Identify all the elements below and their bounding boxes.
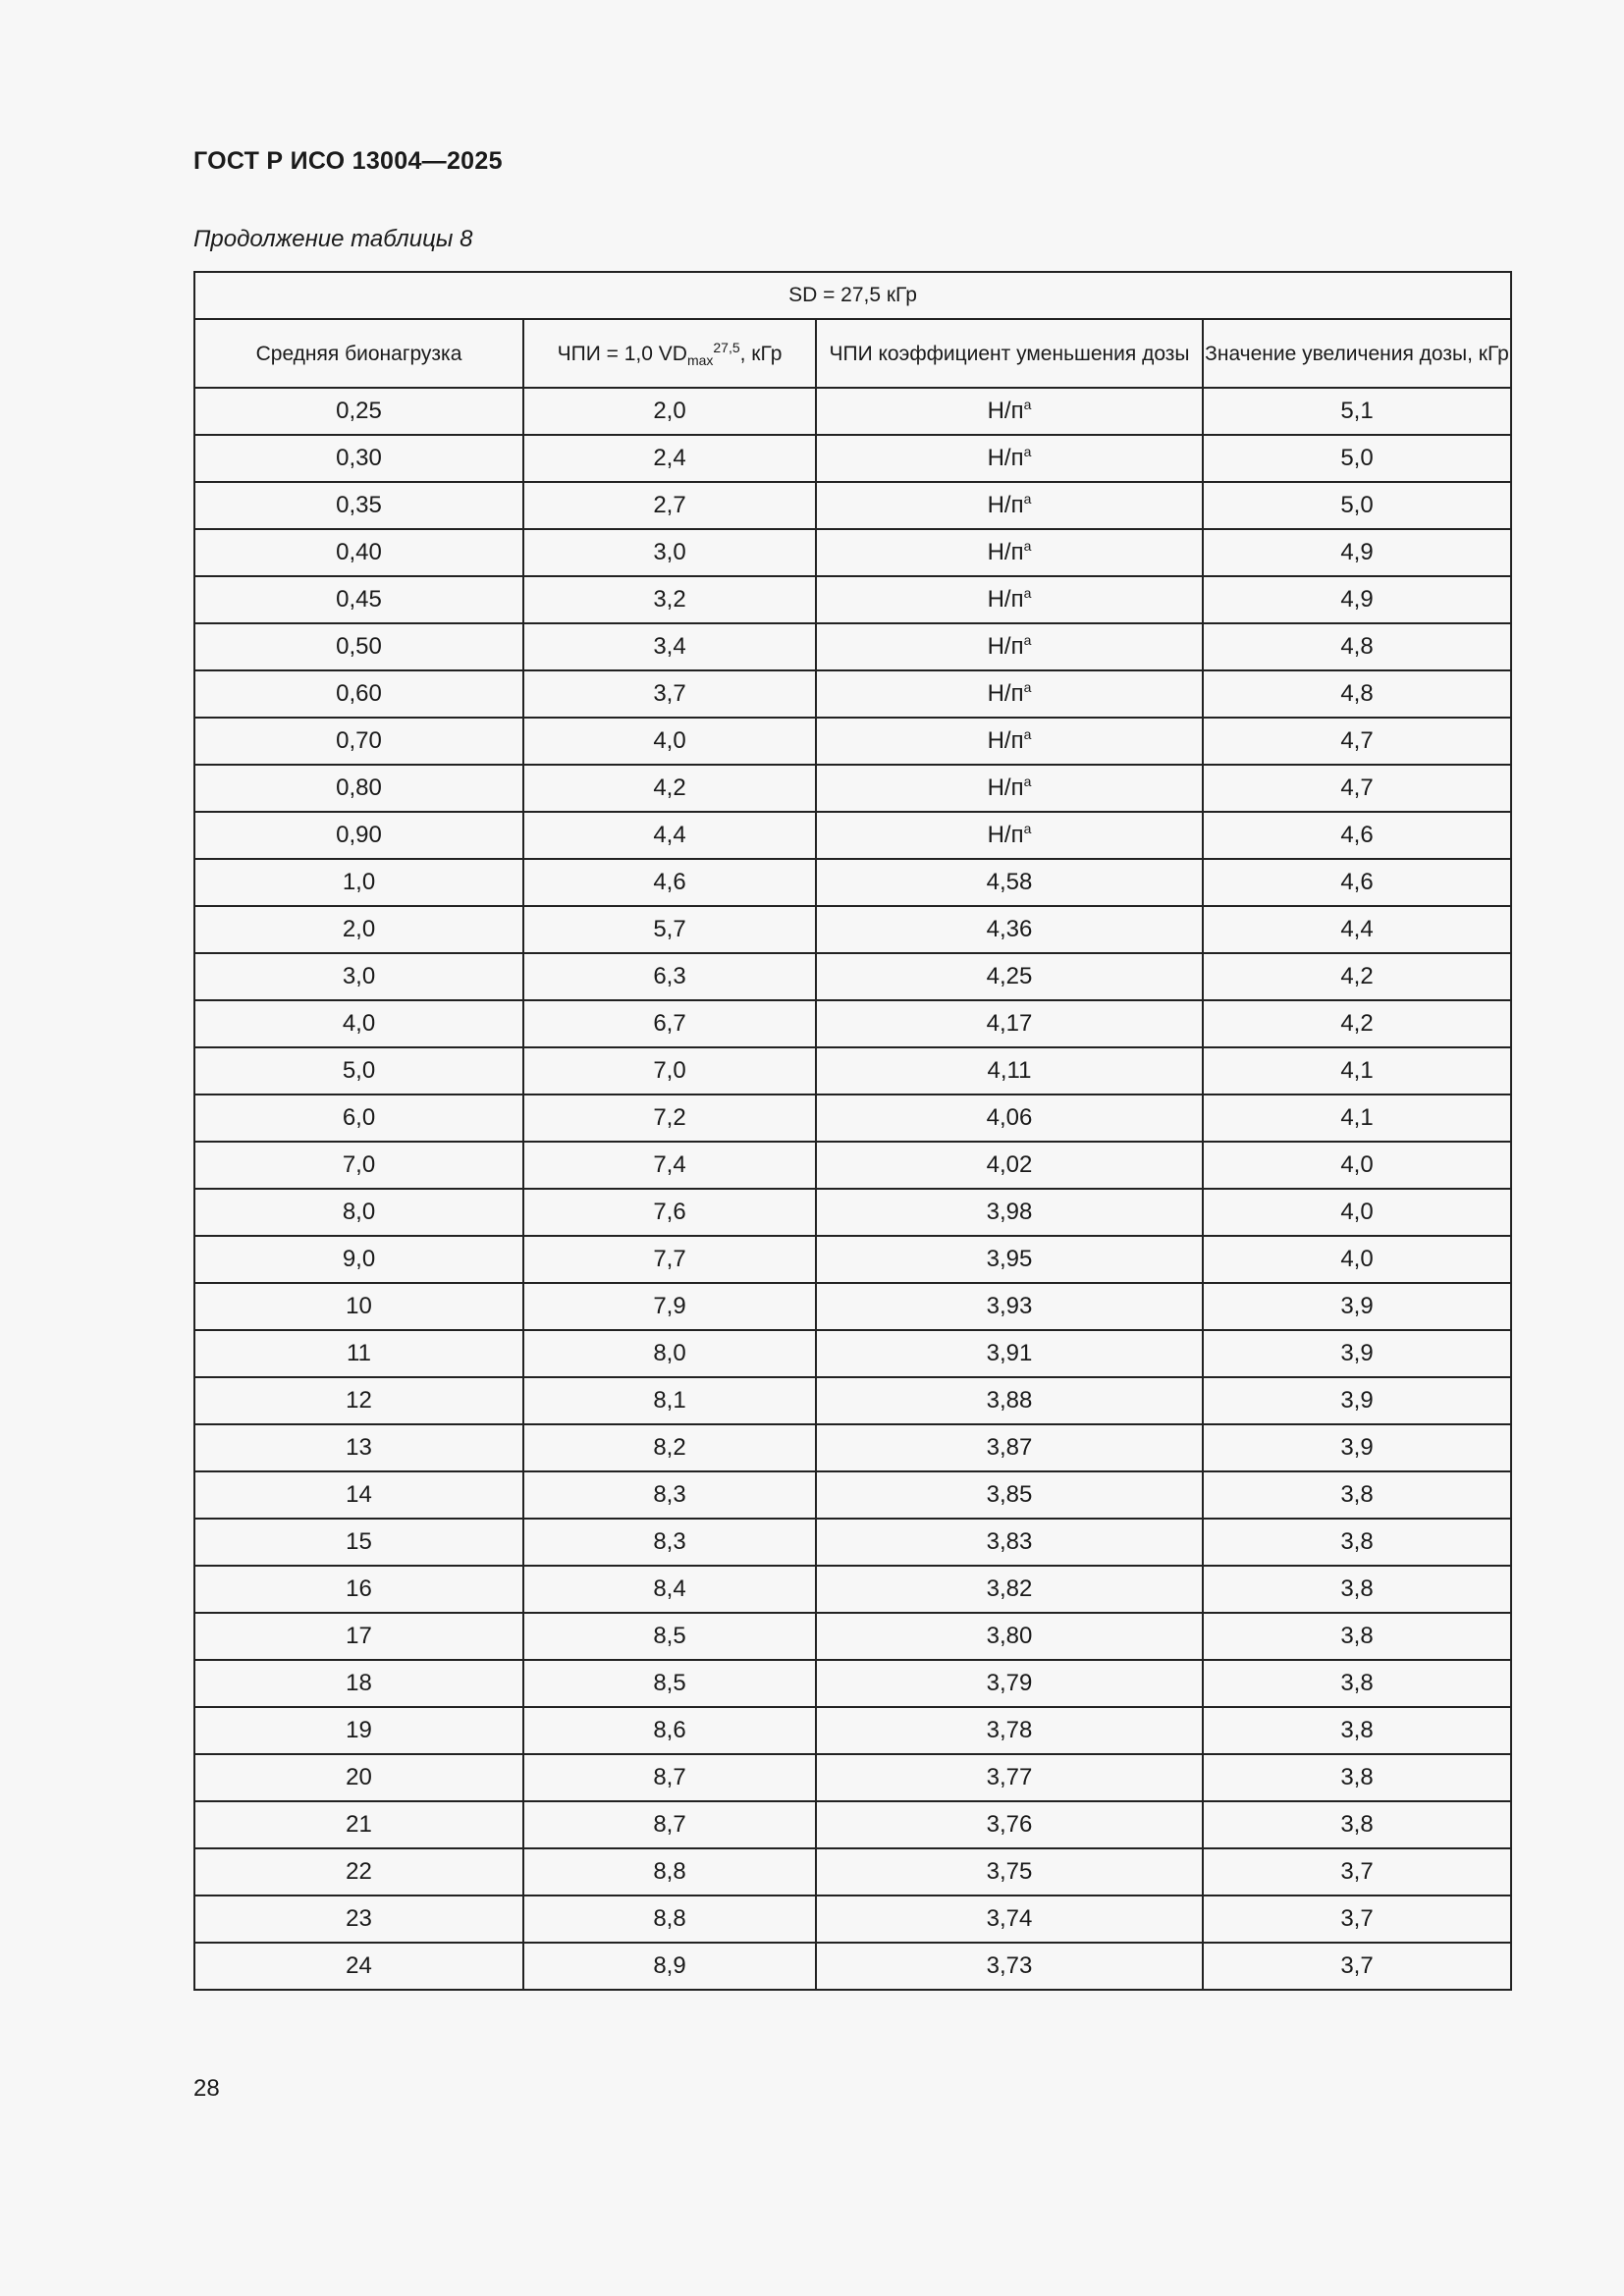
- cell-sip-value: 8,5: [523, 1613, 816, 1660]
- cell-reduction-factor: 3,77: [816, 1754, 1203, 1801]
- cell-reduction-factor: 3,79: [816, 1660, 1203, 1707]
- cell-bioburden: 0,90: [194, 812, 523, 859]
- cell-bioburden: 0,80: [194, 765, 523, 812]
- cell-dose-increment: 4,8: [1203, 623, 1511, 670]
- not-applicable-text: Н/п: [987, 445, 1024, 471]
- cell-reduction-factor: 3,78: [816, 1707, 1203, 1754]
- cell-dose-increment: 4,9: [1203, 576, 1511, 623]
- cell-reduction-factor: [816, 435, 1203, 482]
- cell-bioburden: 21: [194, 1801, 523, 1848]
- cell-dose-increment: 3,9: [1203, 1330, 1511, 1377]
- cell-bioburden: 13: [194, 1424, 523, 1471]
- cell-dose-increment: 4,1: [1203, 1047, 1511, 1095]
- cell-reduction-factor: [816, 576, 1203, 623]
- cell-sip-value: 7,6: [523, 1189, 816, 1236]
- cell-sip-value: 3,0: [523, 529, 816, 576]
- cell-sip-value: 7,7: [523, 1236, 816, 1283]
- cell-dose-increment: 4,4: [1203, 906, 1511, 953]
- table-body: [194, 388, 1511, 1990]
- cell-bioburden: 7,0: [194, 1142, 523, 1189]
- table-row: [194, 623, 1511, 670]
- footnote-mark: a: [1023, 538, 1032, 554]
- cell-dose-increment: 5,0: [1203, 482, 1511, 529]
- cell-sip-value: 7,0: [523, 1047, 816, 1095]
- cell-reduction-factor: [816, 765, 1203, 812]
- footnote-mark: a: [1023, 726, 1032, 742]
- cell-dose-increment: 3,7: [1203, 1943, 1511, 1990]
- not-applicable-text: Н/п: [987, 398, 1024, 424]
- footnote-mark: a: [1023, 632, 1032, 648]
- cell-sip-value: 8,2: [523, 1424, 816, 1471]
- cell-dose-increment: 3,7: [1203, 1848, 1511, 1896]
- column-header-sip: [523, 319, 816, 388]
- cell-bioburden: 4,0: [194, 1000, 523, 1047]
- cell-reduction-factor: [816, 529, 1203, 576]
- cell-reduction-factor: 3,83: [816, 1519, 1203, 1566]
- column-header-bioburden: Средняя бионагрузка: [194, 319, 523, 388]
- cell-reduction-factor: 3,80: [816, 1613, 1203, 1660]
- cell-bioburden: 14: [194, 1471, 523, 1519]
- not-applicable-text: Н/п: [987, 680, 1024, 707]
- cell-dose-increment: 3,8: [1203, 1801, 1511, 1848]
- table-row: [194, 576, 1511, 623]
- table-row: [194, 953, 1511, 1000]
- cell-dose-increment: 4,0: [1203, 1142, 1511, 1189]
- table-row: [194, 1000, 1511, 1047]
- cell-bioburden: 0,25: [194, 388, 523, 435]
- cell-reduction-factor: 4,36: [816, 906, 1203, 953]
- cell-sip-value: 8,3: [523, 1519, 816, 1566]
- cell-dose-increment: 3,8: [1203, 1566, 1511, 1613]
- cell-sip-value: 3,4: [523, 623, 816, 670]
- cell-dose-increment: 4,2: [1203, 953, 1511, 1000]
- cell-reduction-factor: [816, 718, 1203, 765]
- footnote-mark: a: [1023, 774, 1032, 789]
- cell-bioburden: 10: [194, 1283, 523, 1330]
- table-row: [194, 1283, 1511, 1330]
- cell-bioburden: 8,0: [194, 1189, 523, 1236]
- table-row: [194, 1754, 1511, 1801]
- cell-reduction-factor: 3,93: [816, 1283, 1203, 1330]
- table-row: [194, 1613, 1511, 1660]
- cell-dose-increment: 4,0: [1203, 1236, 1511, 1283]
- cell-sip-value: 4,2: [523, 765, 816, 812]
- cell-sip-value: 8,8: [523, 1848, 816, 1896]
- cell-sip-value: 6,7: [523, 1000, 816, 1047]
- not-applicable-text: Н/п: [987, 586, 1024, 613]
- table-row: [194, 1707, 1511, 1754]
- table-row: [194, 482, 1511, 529]
- cell-bioburden: 3,0: [194, 953, 523, 1000]
- cell-bioburden: 6,0: [194, 1095, 523, 1142]
- table-row: [194, 1660, 1511, 1707]
- cell-bioburden: 2,0: [194, 906, 523, 953]
- not-applicable-text: Н/п: [987, 727, 1024, 754]
- table-row: [194, 388, 1511, 435]
- table-row: [194, 1095, 1511, 1142]
- cell-dose-increment: 3,8: [1203, 1754, 1511, 1801]
- cell-bioburden: 20: [194, 1754, 523, 1801]
- not-applicable-text: Н/п: [987, 492, 1024, 518]
- cell-reduction-factor: 4,02: [816, 1142, 1203, 1189]
- table-row: [194, 1377, 1511, 1424]
- cell-sip-value: 8,0: [523, 1330, 816, 1377]
- cell-reduction-factor: [816, 623, 1203, 670]
- footnote-mark: a: [1023, 679, 1032, 695]
- cell-reduction-factor: 3,85: [816, 1471, 1203, 1519]
- cell-bioburden: 1,0: [194, 859, 523, 906]
- cell-dose-increment: 4,9: [1203, 529, 1511, 576]
- cell-dose-increment: 3,7: [1203, 1896, 1511, 1943]
- cell-reduction-factor: 3,98: [816, 1189, 1203, 1236]
- not-applicable-text: Н/п: [987, 539, 1024, 565]
- cell-bioburden: 0,60: [194, 670, 523, 718]
- table-header-row: [194, 319, 1511, 388]
- cell-dose-increment: 4,2: [1203, 1000, 1511, 1047]
- cell-bioburden: 0,45: [194, 576, 523, 623]
- cell-bioburden: 0,70: [194, 718, 523, 765]
- table-row: [194, 1801, 1511, 1848]
- cell-reduction-factor: 4,11: [816, 1047, 1203, 1095]
- cell-reduction-factor: 3,76: [816, 1801, 1203, 1848]
- cell-sip-value: 3,7: [523, 670, 816, 718]
- data-table: [193, 271, 1512, 1991]
- not-applicable-text: Н/п: [987, 774, 1024, 801]
- document-title: ГОСТ Р ИСО 13004—2025: [193, 147, 503, 175]
- cell-bioburden: 0,50: [194, 623, 523, 670]
- column-header-sip-sub: max: [686, 351, 714, 368]
- cell-sip-value: 2,0: [523, 388, 816, 435]
- footnote-mark: a: [1023, 397, 1032, 412]
- cell-reduction-factor: 3,91: [816, 1330, 1203, 1377]
- cell-sip-value: 8,5: [523, 1660, 816, 1707]
- cell-dose-increment: 3,9: [1203, 1424, 1511, 1471]
- column-header-dose-increment: Значение увеличения дозы, кГр: [1203, 319, 1511, 388]
- not-applicable-text: Н/п: [987, 822, 1024, 848]
- column-header-reduction-factor: ЧПИ коэффициент уменьшения дозы: [816, 319, 1203, 388]
- column-header-sip-suffix: , кГр: [739, 342, 783, 365]
- cell-reduction-factor: 3,74: [816, 1896, 1203, 1943]
- table-row: [194, 1566, 1511, 1613]
- table-row: [194, 1189, 1511, 1236]
- cell-bioburden: 0,30: [194, 435, 523, 482]
- cell-dose-increment: 4,7: [1203, 765, 1511, 812]
- cell-bioburden: 15: [194, 1519, 523, 1566]
- table-row: [194, 1142, 1511, 1189]
- table-row: [194, 1471, 1511, 1519]
- cell-reduction-factor: 4,06: [816, 1095, 1203, 1142]
- table-row: [194, 1236, 1511, 1283]
- cell-bioburden: 24: [194, 1943, 523, 1990]
- cell-dose-increment: 4,8: [1203, 670, 1511, 718]
- cell-sip-value: 8,4: [523, 1566, 816, 1613]
- cell-reduction-factor: [816, 388, 1203, 435]
- table-row: [194, 435, 1511, 482]
- cell-sip-value: 8,7: [523, 1754, 816, 1801]
- footnote-mark: a: [1023, 444, 1032, 459]
- cell-dose-increment: 3,9: [1203, 1283, 1511, 1330]
- cell-reduction-factor: 4,58: [816, 859, 1203, 906]
- table-caption: Продолжение таблицы 8: [193, 226, 473, 252]
- cell-sip-value: 8,6: [523, 1707, 816, 1754]
- cell-reduction-factor: [816, 482, 1203, 529]
- cell-bioburden: 0,35: [194, 482, 523, 529]
- cell-reduction-factor: 3,75: [816, 1848, 1203, 1896]
- table-row: [194, 670, 1511, 718]
- footnote-mark: a: [1023, 585, 1032, 601]
- cell-bioburden: 23: [194, 1896, 523, 1943]
- table-row: [194, 529, 1511, 576]
- cell-sip-value: 3,2: [523, 576, 816, 623]
- cell-bioburden: 19: [194, 1707, 523, 1754]
- footnote-mark: a: [1023, 491, 1032, 507]
- cell-reduction-factor: [816, 670, 1203, 718]
- cell-dose-increment: 4,1: [1203, 1095, 1511, 1142]
- table-row: [194, 765, 1511, 812]
- cell-reduction-factor: [816, 812, 1203, 859]
- cell-reduction-factor: 3,73: [816, 1943, 1203, 1990]
- cell-bioburden: 5,0: [194, 1047, 523, 1095]
- cell-dose-increment: 3,8: [1203, 1613, 1511, 1660]
- cell-sip-value: 8,3: [523, 1471, 816, 1519]
- cell-bioburden: 11: [194, 1330, 523, 1377]
- cell-sip-value: 2,7: [523, 482, 816, 529]
- cell-dose-increment: 3,9: [1203, 1377, 1511, 1424]
- cell-sip-value: 7,9: [523, 1283, 816, 1330]
- page-number: 28: [193, 2075, 220, 2102]
- cell-sip-value: 8,8: [523, 1896, 816, 1943]
- table-row: [194, 859, 1511, 906]
- cell-sip-value: 8,7: [523, 1801, 816, 1848]
- cell-dose-increment: 4,7: [1203, 718, 1511, 765]
- table-row: [194, 906, 1511, 953]
- cell-sip-value: 4,6: [523, 859, 816, 906]
- sd-group-header: SD = 27,5 кГр: [194, 272, 1511, 319]
- cell-bioburden: 22: [194, 1848, 523, 1896]
- cell-bioburden: 12: [194, 1377, 523, 1424]
- cell-bioburden: 17: [194, 1613, 523, 1660]
- cell-dose-increment: 4,0: [1203, 1189, 1511, 1236]
- cell-bioburden: 18: [194, 1660, 523, 1707]
- table-row: [194, 1519, 1511, 1566]
- cell-reduction-factor: 4,25: [816, 953, 1203, 1000]
- cell-dose-increment: 4,6: [1203, 859, 1511, 906]
- cell-bioburden: 0,40: [194, 529, 523, 576]
- cell-sip-value: 7,2: [523, 1095, 816, 1142]
- table-group-header-row: [194, 272, 1511, 319]
- table-row: [194, 1047, 1511, 1095]
- cell-reduction-factor: 3,82: [816, 1566, 1203, 1613]
- table-row: [194, 1943, 1511, 1990]
- cell-dose-increment: 3,8: [1203, 1471, 1511, 1519]
- cell-sip-value: 7,4: [523, 1142, 816, 1189]
- table-row: [194, 1330, 1511, 1377]
- cell-bioburden: 16: [194, 1566, 523, 1613]
- cell-dose-increment: 3,8: [1203, 1660, 1511, 1707]
- table-row: [194, 1424, 1511, 1471]
- table-row: [194, 718, 1511, 765]
- cell-dose-increment: 5,1: [1203, 388, 1511, 435]
- footnote-mark: a: [1023, 821, 1032, 836]
- cell-dose-increment: 5,0: [1203, 435, 1511, 482]
- cell-reduction-factor: 4,17: [816, 1000, 1203, 1047]
- cell-sip-value: 6,3: [523, 953, 816, 1000]
- cell-reduction-factor: 3,88: [816, 1377, 1203, 1424]
- table-row: [194, 1896, 1511, 1943]
- not-applicable-text: Н/п: [987, 633, 1024, 660]
- table-row: [194, 812, 1511, 859]
- cell-dose-increment: 3,8: [1203, 1519, 1511, 1566]
- cell-bioburden: 9,0: [194, 1236, 523, 1283]
- cell-sip-value: 4,4: [523, 812, 816, 859]
- cell-dose-increment: 4,6: [1203, 812, 1511, 859]
- column-header-sip-sup: 27,5: [713, 339, 740, 355]
- table-row: [194, 1848, 1511, 1896]
- cell-sip-value: 2,4: [523, 435, 816, 482]
- cell-reduction-factor: 3,95: [816, 1236, 1203, 1283]
- cell-sip-value: 8,1: [523, 1377, 816, 1424]
- column-header-sip-prefix: ЧПИ = 1,0 VD: [557, 342, 687, 365]
- cell-sip-value: 8,9: [523, 1943, 816, 1990]
- cell-reduction-factor: 3,87: [816, 1424, 1203, 1471]
- cell-dose-increment: 3,8: [1203, 1707, 1511, 1754]
- cell-sip-value: 5,7: [523, 906, 816, 953]
- cell-sip-value: 4,0: [523, 718, 816, 765]
